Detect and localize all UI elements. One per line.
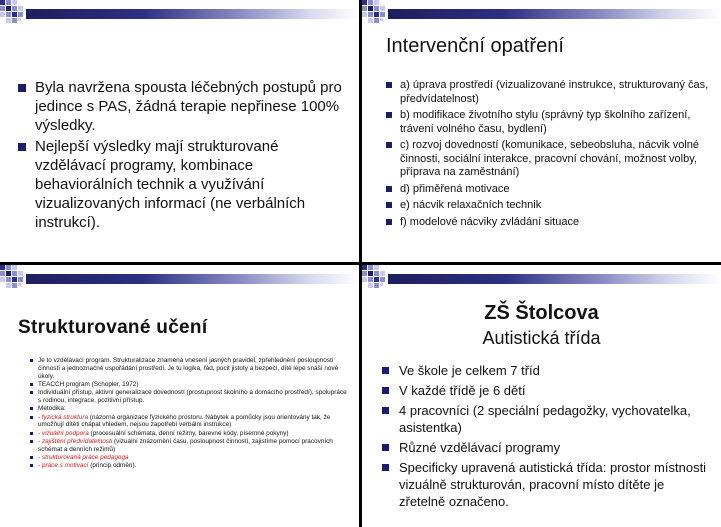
- bullet-icon: [382, 387, 389, 394]
- decoration-gradient-bar: [26, 274, 359, 284]
- decoration-square: [6, 277, 11, 282]
- bullet-text: Nejlepší výsledky mají strukturované vzdělávací programy, kombinace behaviorálních technik a využívání vizualizovaných informací (ne verbálních instrukcí).: [35, 138, 306, 231]
- bullet-text: f) modelové nácviky zvládání situace: [400, 215, 580, 228]
- decoration-square: [374, 265, 379, 270]
- bullet-text: (vizuální znázornění času, posloupnost činností, zajistíme pomocí pracovních schémat a denních režimů): [38, 437, 333, 453]
- bullet-text: (názorná organizace fyzického prostoru. Nábytek a pomůcky jsou orientovány tak, že umožňují dítěti chápat vhledem, nejsou zapotřebí verbální instrukce): [38, 413, 331, 429]
- list-item: [30, 357, 348, 381]
- decoration-gradient-bar: [388, 9, 721, 19]
- list-item: [382, 362, 712, 379]
- method-label: - strukturovaná práce pedagoga: [38, 453, 129, 461]
- decoration-square: [12, 265, 17, 270]
- decoration-square: [6, 0, 11, 5]
- bullet-icon: [18, 84, 26, 92]
- bullet-icon: [30, 456, 33, 459]
- bullet-icon: [30, 440, 33, 443]
- decoration-square: [6, 12, 11, 17]
- bullet-text: Ve škole je celkem 7 tříd: [399, 363, 540, 378]
- list-item: [30, 381, 348, 389]
- bullet-text: d) přiměřená motivace: [400, 182, 510, 195]
- decoration-square: [18, 18, 21, 21]
- decoration-square: [362, 271, 367, 276]
- decoration-square: [12, 18, 17, 23]
- method-label: - práce s motivací: [38, 462, 89, 470]
- slide-title: ZŠ Štolcova: [484, 302, 599, 324]
- decoration-square: [380, 18, 383, 21]
- decoration-square: [362, 6, 367, 11]
- decoration-square: [374, 18, 379, 23]
- bullet-list: [386, 79, 716, 232]
- bullet-icon: [30, 391, 33, 394]
- decoration-square: [368, 12, 373, 17]
- list-item: [386, 183, 716, 197]
- slide-title: Intervenční opatření: [386, 35, 564, 57]
- decoration-square: [6, 6, 11, 11]
- bullet-icon: [30, 464, 33, 467]
- decoration-square: [380, 6, 385, 11]
- decoration-square: [368, 283, 373, 288]
- list-item: [30, 462, 348, 470]
- slide-1: [0, 0, 359, 262]
- decoration-square: [380, 12, 385, 17]
- decoration-square: [362, 0, 367, 5]
- bullet-text: Je to vzdělávací program. Strukturalizace znamená vnesení jasných pravidel, zpřehlednění posloupnosti činností a jednoznačně uspořádání prostředí. Je tu logika, řád, pocit jistoty a bezpečí, dítě lépe snáší nové úkoly.: [38, 357, 339, 380]
- method-label: - zajištění předvídatelnosti: [38, 437, 113, 445]
- list-item: [386, 199, 716, 213]
- bullet-icon: [382, 367, 389, 374]
- slide-header-decoration: [0, 0, 359, 22]
- decoration-square: [18, 12, 23, 17]
- bullet-icon: [386, 219, 392, 225]
- bullet-icon: [386, 82, 392, 88]
- list-item: [386, 139, 716, 180]
- decoration-square: [18, 277, 23, 282]
- decoration-square: [18, 283, 21, 286]
- bullet-list: [382, 362, 712, 513]
- decoration-square: [12, 283, 17, 288]
- bullet-text: b) modifikace životního stylu (správný typ školního zařízení, trávení volného času, bydlení): [400, 109, 691, 135]
- list-item: [382, 402, 712, 436]
- bullet-text: c) rozvoj dovedností (komunikace, sebeobsluha, nácvik volné činnosti, sociální interakce, pracovní chování, možnost volby, příprava na zaměstnání): [400, 139, 699, 178]
- decoration-square: [374, 6, 379, 11]
- slide-header-decoration: [362, 265, 721, 287]
- bullet-icon: [382, 407, 389, 414]
- decoration-square: [6, 18, 11, 23]
- decoration-square: [374, 12, 379, 17]
- list-item: [18, 78, 353, 135]
- decoration-square: [6, 271, 11, 276]
- bullet-icon: [382, 444, 389, 451]
- bullet-icon: [30, 383, 33, 386]
- list-item: [382, 439, 712, 456]
- decoration-square: [12, 12, 17, 17]
- method-label: - fyzická struktura: [38, 413, 89, 421]
- list-item: [30, 389, 348, 405]
- bullet-list: [30, 357, 348, 470]
- bullet-text: Individuální přístup, aktivní generalizace dovedností (prostupnost školního a domácího prostředí), spolupráce s rodinou, integrace, pozitivní přístup.: [38, 389, 347, 405]
- decoration-square: [12, 6, 17, 11]
- decoration-square: [374, 271, 379, 276]
- decoration-square: [368, 277, 373, 282]
- list-item: [386, 109, 716, 136]
- bullet-icon: [30, 407, 33, 410]
- bullet-icon: [386, 112, 392, 118]
- bullet-text: 4 pracovníci (2 speciální pedagožky, vychovatelka, asistentka): [399, 403, 691, 435]
- bullet-icon: [30, 432, 33, 435]
- bullet-text: a) úprava prostředí (vizualizované instrukce, strukturovaný čas, předvídatelnost): [400, 79, 709, 105]
- decoration-square: [0, 271, 5, 276]
- bullet-icon: [382, 464, 389, 471]
- decoration-square: [368, 0, 373, 5]
- decoration-square: [0, 0, 5, 5]
- decoration-square: [362, 12, 367, 17]
- bullet-text: (procesuální schémata, denní režimy, barevné kódy, písemné pokyny): [88, 429, 289, 437]
- decoration-square: [6, 283, 11, 288]
- decoration-square: [0, 6, 5, 11]
- slide-2: [362, 0, 721, 262]
- bullet-text: Různé vzdělávací programy: [399, 440, 561, 455]
- bullet-text: TEACCH program (Schopler, 1972): [38, 381, 139, 389]
- slide-subtitle: Autistická třída: [482, 328, 601, 348]
- bullet-text: (princip odměn).: [88, 462, 137, 470]
- bullet-text: Byla navržena spousta léčebných postupů pro jedince s PAS, žádná terapie nepřinese 100% výsledky.: [35, 79, 342, 134]
- slide-title: Strukturované učení: [18, 317, 208, 338]
- bullet-text: Specificky upravená autistická třída: prostor místnosti vizuálně strukturován, pracovní místo dítěte je zřetelně označeno.: [399, 460, 707, 509]
- list-item: [30, 405, 348, 413]
- bullet-icon: [386, 142, 392, 148]
- slide-4: [362, 265, 721, 527]
- method-label: - vizuální podpora: [38, 429, 89, 437]
- bullet-text: e) nácvik relaxačních technik: [400, 199, 542, 211]
- decoration-square: [368, 265, 373, 270]
- bullet-icon: [386, 186, 392, 192]
- bullet-list: [18, 78, 353, 234]
- decoration-gradient-bar: [26, 9, 359, 19]
- list-item: [386, 216, 716, 230]
- decoration-square: [18, 6, 23, 11]
- decoration-square: [374, 283, 379, 288]
- decoration-square: [368, 6, 373, 11]
- decoration-square: [12, 0, 17, 5]
- list-item: [18, 137, 353, 232]
- list-item: [386, 79, 716, 106]
- bullet-icon: [30, 416, 33, 419]
- bullet-text: V každé třídě je 6 dětí: [399, 383, 526, 398]
- list-item: [382, 382, 712, 399]
- bullet-icon: [18, 143, 26, 151]
- decoration-square: [380, 271, 385, 276]
- decoration-square: [362, 277, 367, 282]
- slide-header-decoration: [362, 0, 721, 22]
- list-item: [30, 414, 348, 430]
- decoration-square: [12, 271, 17, 276]
- decoration-square: [368, 18, 373, 23]
- bullet-icon: [386, 202, 392, 208]
- decoration-square: [12, 277, 17, 282]
- slide-header-decoration: [0, 265, 359, 287]
- decoration-square: [374, 277, 379, 282]
- decoration-square: [18, 271, 23, 276]
- bullet-icon: [30, 359, 33, 362]
- list-item: [30, 454, 348, 462]
- decoration-square: [380, 277, 385, 282]
- decoration-square: [374, 0, 379, 5]
- list-item: [30, 430, 348, 438]
- list-item: [30, 438, 348, 454]
- bullet-text: Metodika:: [38, 405, 66, 413]
- decoration-square: [368, 271, 373, 276]
- decoration-square: [0, 12, 5, 17]
- decoration-square: [0, 277, 5, 282]
- decoration-square: [6, 265, 11, 270]
- list-item: [382, 459, 712, 510]
- decoration-square: [380, 283, 383, 286]
- decoration-square: [362, 265, 367, 270]
- decoration-gradient-bar: [388, 274, 721, 284]
- decoration-square: [0, 265, 5, 270]
- slide-3: [0, 265, 359, 527]
